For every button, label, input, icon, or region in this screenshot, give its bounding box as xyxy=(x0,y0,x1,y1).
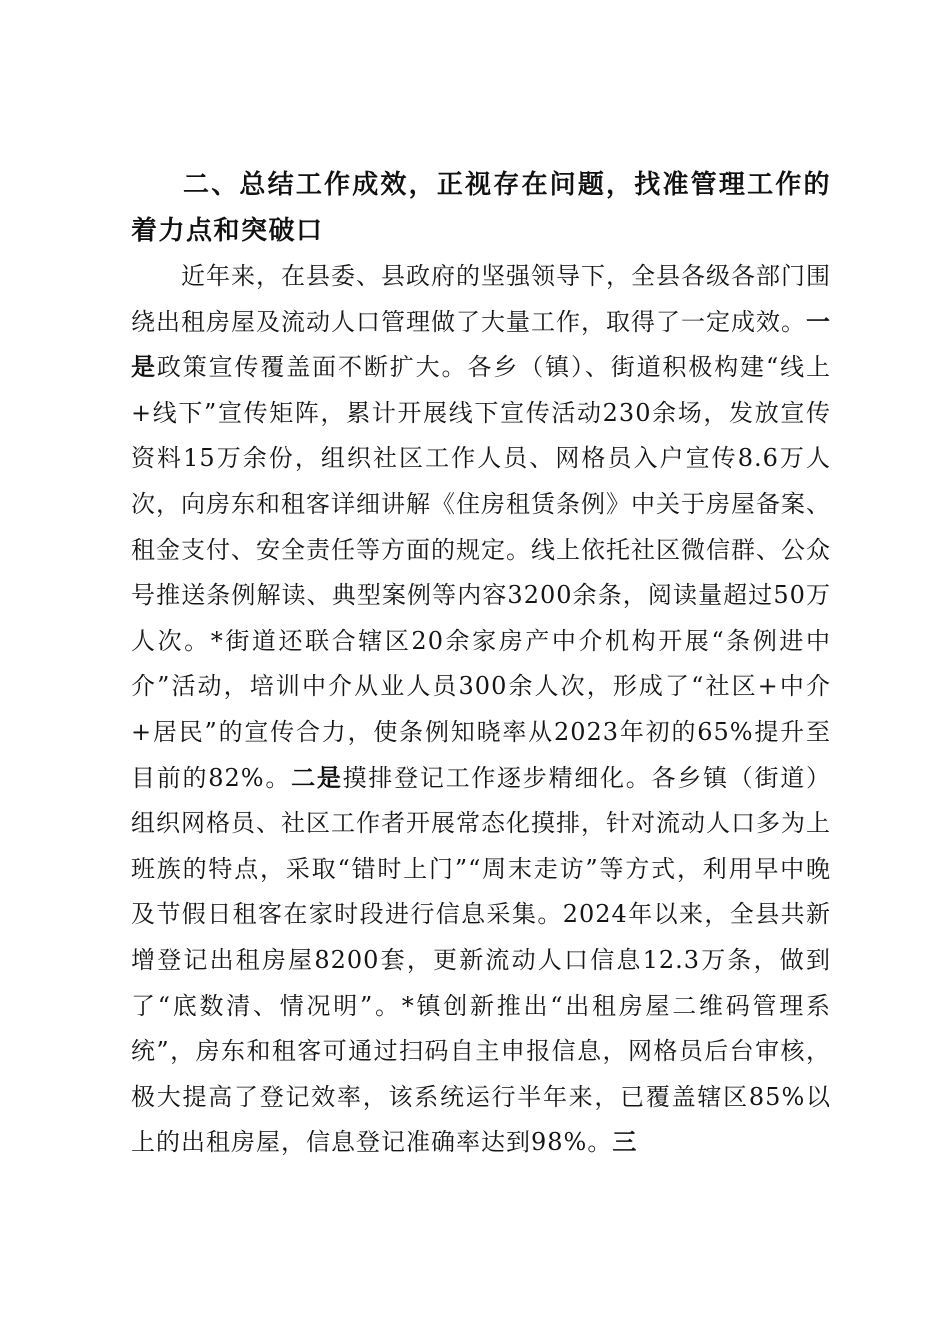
point-three-lead: 三 xyxy=(612,1128,638,1157)
point-two-lead: 二是 xyxy=(291,763,343,792)
section-heading: 二、总结工作成效，正视存在问题，找准管理工作的着力点和突破口 xyxy=(131,170,831,246)
body-paragraph xyxy=(131,254,831,1166)
document-body xyxy=(131,162,831,1166)
point-one-lead: 一是 xyxy=(131,307,831,382)
point-one-text: 政策宣传覆盖面不断扩大。各乡（镇）、街道积极构建“线上+线下”宣传矩阵，累计开展线下宣传活动230余场，发放宣传资料15万余份，组织社区工作人员、网格员入户宣传8.6万人次，向房东和租客详细讲解《住房租赁条例》中关于房屋备案、租金支付、安全责任等方面的规定。线上依托社区微信群、公众号推送条例解读、典型案例等内容3200余条，阅读量超过50万人次。*街道还联合辖区20余家房产中介机构开展“条例进中介”活动，培训中介从业人员300余人次，形成了“社区+中介+居民”的宣传合力，使条例知晓率从2023年初的65%提升至目前的82%。 xyxy=(131,353,831,792)
point-two-text: 摸排登记工作逐步精细化。各乡镇（街道）组织网格员、社区工作者开展常态化摸排，针对流动人口多为上班族的特点，采取“错时上门”“周末走访”等方式，利用早中晚及节假日租客在家时段进行信息采集。2024年以来，全县共新增登记出租房屋8200套，更新流动人口信息12.3万条，做到了“底数清、情况明”。*镇创新推出“出租房屋二维码管理系统”，房东和租客可通过扫码自主申报信息，网格员后台审核，极大提高了登记效率，该系统运行半年来，已覆盖辖区85%以上的出租房屋，信息登记准确率达到98%。 xyxy=(131,763,832,1157)
intro-text: 近年来，在县委、县政府的坚强领导下，全县各级各部门围绕出租房屋及流动人口管理做了大量工作，取得了一定成效。 xyxy=(131,262,831,336)
